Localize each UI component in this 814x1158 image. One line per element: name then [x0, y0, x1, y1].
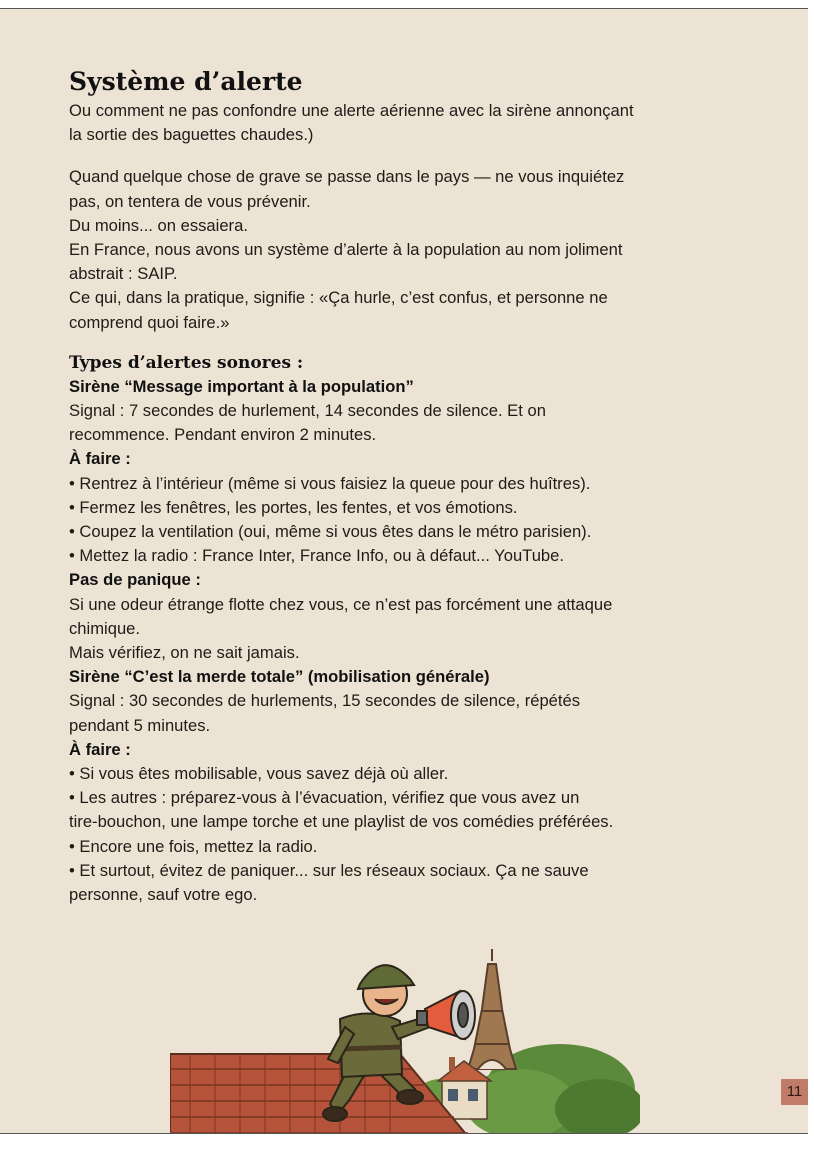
siren2-signal-line: Signal : 30 secondes de hurlements, 15 secondes de silence, répétés — [69, 691, 581, 711]
siren1-panic-line: Mais vérifiez, on ne sait jamais. — [69, 643, 300, 663]
siren2-todo-item: • Et surtout, évitez de paniquer... sur les réseaux sociaux. Ça ne sauve — [69, 860, 589, 880]
paragraph-line: pas, on tentera de vous prévenir. — [69, 191, 311, 211]
paragraph-line: abstrait : SAIP. — [69, 264, 178, 284]
siren2-todo-item: tire-bouchon, une lampe torche et une playlist de vos comédies préférées. — [69, 812, 614, 832]
siren1-signal-line: recommence. Pendant environ 2 minutes. — [69, 425, 377, 445]
page-number-badge: 11 — [781, 1079, 808, 1105]
siren1-todo-item: • Coupez la ventilation (oui, même si vous êtes dans le métro parisien). — [69, 522, 592, 542]
siren2-todo-item: personne, sauf votre ego. — [69, 885, 258, 905]
siren2-todo-heading: À faire : — [69, 739, 131, 759]
siren1-todo-item: • Rentrez à l’intérieur (même si vous faisiez la queue pour des huîtres). — [69, 473, 591, 493]
siren2-heading: Sirène “C’est la merde totale” (mobilisation générale) — [69, 667, 490, 687]
roof-icon — [170, 1054, 470, 1134]
paragraph-line: Ce qui, dans la pratique, signifie : «Ça hurle, c’est confus, et personne ne — [69, 288, 608, 308]
paragraph-line: En France, nous avons un système d’alerte à la population au nom joliment — [69, 240, 623, 260]
siren1-todo-item: • Fermez les fenêtres, les portes, les fentes, et vos émotions. — [69, 497, 518, 517]
page-content — [69, 65, 759, 907]
paragraph-line: comprend quoi faire.» — [69, 312, 230, 332]
siren1-panic-line: Si une odeur étrange flotte chez vous, ce n’est pas forcément une attaque — [69, 594, 613, 614]
megaphone-icon — [417, 991, 475, 1039]
siren1-todo-heading: À faire : — [69, 449, 131, 469]
siren2-signal-line: pendant 5 minutes. — [69, 715, 211, 735]
paragraph-line: Quand quelque chose de grave se passe dans le pays — ne vous inquiétez — [69, 167, 625, 187]
siren1-panic-line: chimique. — [69, 618, 141, 638]
siren2-todo-item: • Encore une fois, mettez la radio. — [69, 836, 318, 856]
intro-line: Ou comment ne pas confondre une alerte aérienne avec la sirène annonçant — [69, 101, 634, 120]
paragraph-line: Du moins... on essaiera. — [69, 215, 248, 235]
siren2-todo-item: • Si vous êtes mobilisable, vous savez déjà où aller. — [69, 764, 449, 784]
intro-line: la sortie des baguettes chaudes.) — [69, 125, 314, 145]
soldier-megaphone-illustration — [170, 939, 640, 1134]
siren1-todo-item: • Mettez la radio : France Inter, France Info, ou à défaut... YouTube. — [69, 546, 564, 566]
section-heading: Types d’alertes sonores : — [69, 352, 304, 373]
siren1-panic-heading: Pas de panique : — [69, 570, 201, 590]
siren2-todo-item: • Les autres : préparez-vous à l’évacuation, vérifiez que vous avez un — [69, 788, 580, 808]
siren1-heading: Sirène “Message important à la population” — [69, 376, 414, 396]
siren1-signal-line: Signal : 7 secondes de hurlement, 14 secondes de silence. Et on — [69, 401, 546, 421]
book-page — [0, 8, 808, 1134]
page-title: Système d’alerte — [69, 67, 303, 96]
